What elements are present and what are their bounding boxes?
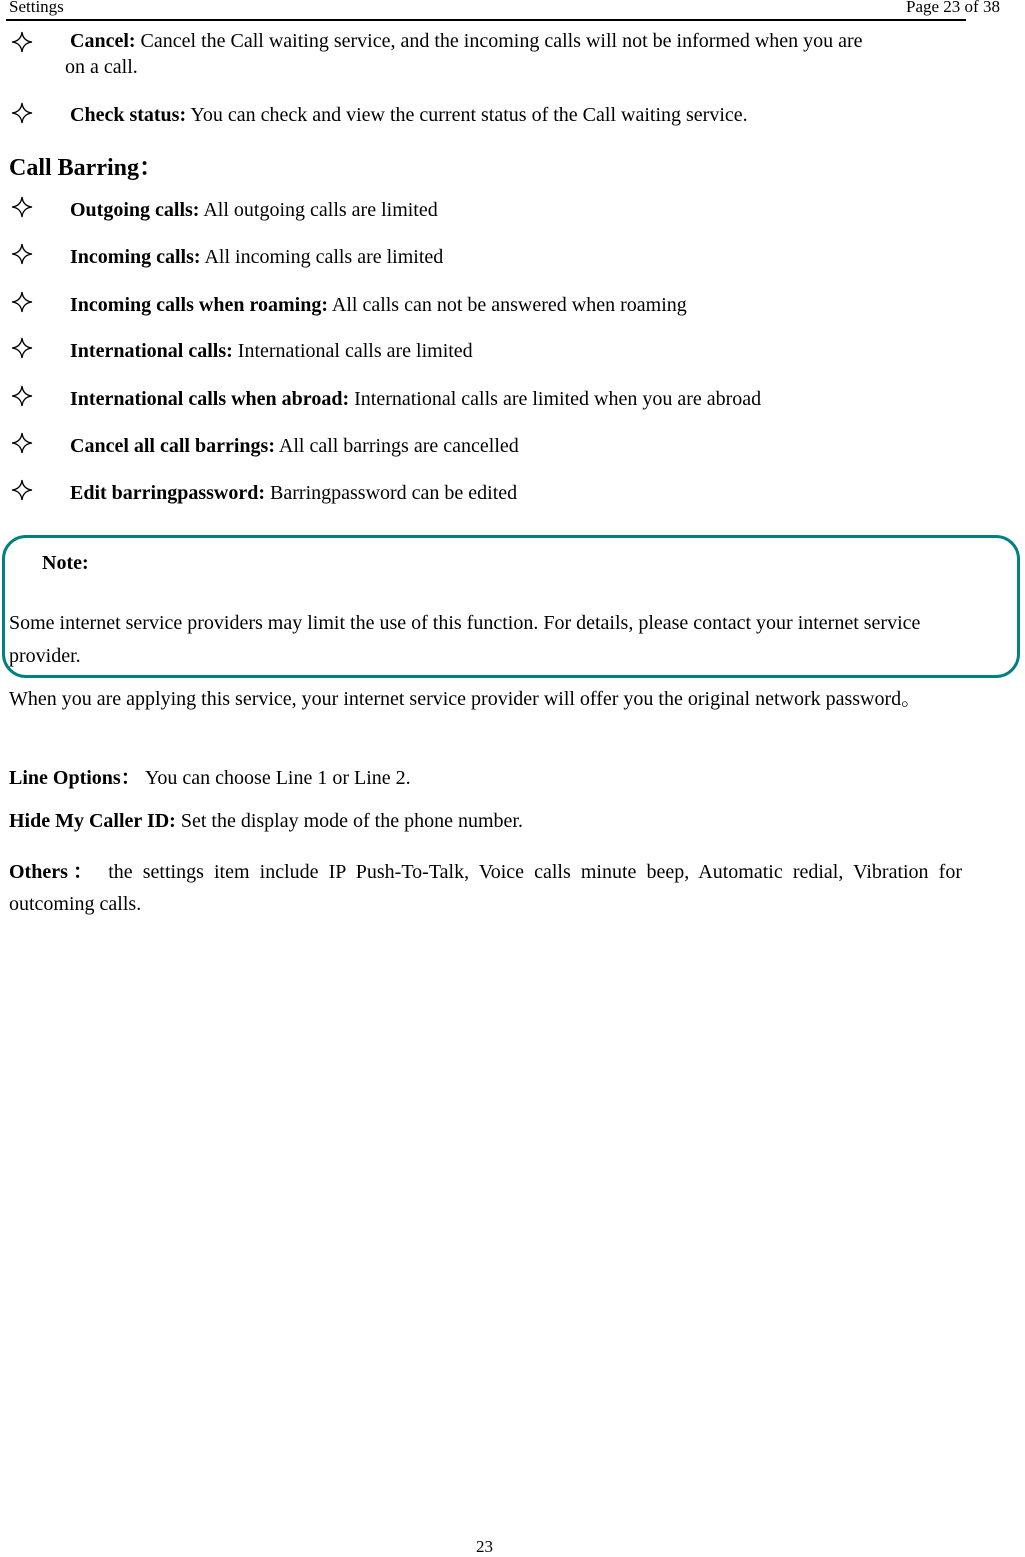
item-label: Incoming calls: bbox=[70, 246, 201, 268]
barring-item bbox=[70, 482, 517, 505]
hide-caller-label: Hide My Caller ID: bbox=[9, 810, 176, 832]
hide-caller-text: Set the display mode of the phone number. bbox=[175, 810, 523, 832]
item-text: International calls are limited bbox=[232, 340, 473, 362]
barring-item bbox=[70, 246, 443, 269]
page-number: 23 bbox=[476, 1537, 493, 1556]
item-label: Edit barringpassword: bbox=[70, 482, 266, 504]
item-text: You can check and view the current status of the Call waiting service. bbox=[186, 104, 748, 126]
note-text: Some internet service providers may limit the use of this function. For details, please contact your internet service provider. bbox=[9, 612, 921, 667]
item-label: Check status: bbox=[70, 104, 187, 126]
section-heading-call-barring: Call Barring： bbox=[9, 155, 163, 181]
diamond-bullet-icon bbox=[11, 479, 33, 501]
line-options-text: You can choose Line 1 or Line 2. bbox=[140, 767, 411, 789]
item-text: All call barrings are cancelled bbox=[274, 435, 519, 457]
diamond-bullet-icon bbox=[11, 385, 33, 407]
item-text: Cancel the Call waiting service, and the incoming calls will not be informed when you are bbox=[135, 30, 863, 52]
others-text: the settings item include IP Push-To-Talk, Voice calls minute beep, Automatic redial, Vibration for outcoming calls. bbox=[9, 861, 962, 915]
password-paragraph: When you are applying this service, your internet service provider will offer you the original network password。 bbox=[9, 688, 922, 710]
barring-item bbox=[70, 199, 438, 222]
item-label: Outgoing calls: bbox=[70, 199, 200, 221]
item-label: Incoming calls when roaming: bbox=[70, 294, 328, 316]
item-text-cont: on a call. bbox=[65, 56, 138, 78]
diamond-bullet-icon bbox=[11, 337, 33, 359]
item-text: All incoming calls are limited bbox=[200, 246, 444, 268]
item-text: International calls are limited when you are abroad bbox=[349, 388, 762, 410]
item-label: International calls: bbox=[70, 340, 233, 362]
item-text: All outgoing calls are limited bbox=[199, 199, 438, 221]
diamond-bullet-icon bbox=[11, 102, 33, 124]
header-title: Settings bbox=[9, 0, 64, 16]
item-label: Cancel all call barrings: bbox=[70, 435, 275, 457]
note-title: Note: bbox=[42, 552, 89, 574]
barring-item bbox=[70, 388, 761, 411]
line-options-label: Line Options： bbox=[9, 767, 141, 789]
header-page-count: Page 23 of 38 bbox=[906, 0, 1000, 16]
barring-item bbox=[70, 340, 473, 363]
item-text: Barringpassword can be edited bbox=[265, 482, 518, 504]
header-rule bbox=[6, 19, 966, 21]
others-label: Others： bbox=[9, 861, 99, 883]
diamond-bullet-icon bbox=[11, 243, 33, 265]
item-label: International calls when abroad: bbox=[70, 388, 350, 410]
item-text: All calls can not be answered when roaming bbox=[327, 294, 687, 316]
diamond-bullet-icon bbox=[11, 291, 33, 313]
item-label: Cancel: bbox=[70, 30, 136, 52]
diamond-bullet-icon bbox=[11, 196, 33, 218]
barring-item bbox=[70, 435, 519, 458]
barring-item bbox=[70, 294, 687, 317]
diamond-bullet-icon bbox=[11, 31, 33, 53]
diamond-bullet-icon bbox=[11, 432, 33, 454]
